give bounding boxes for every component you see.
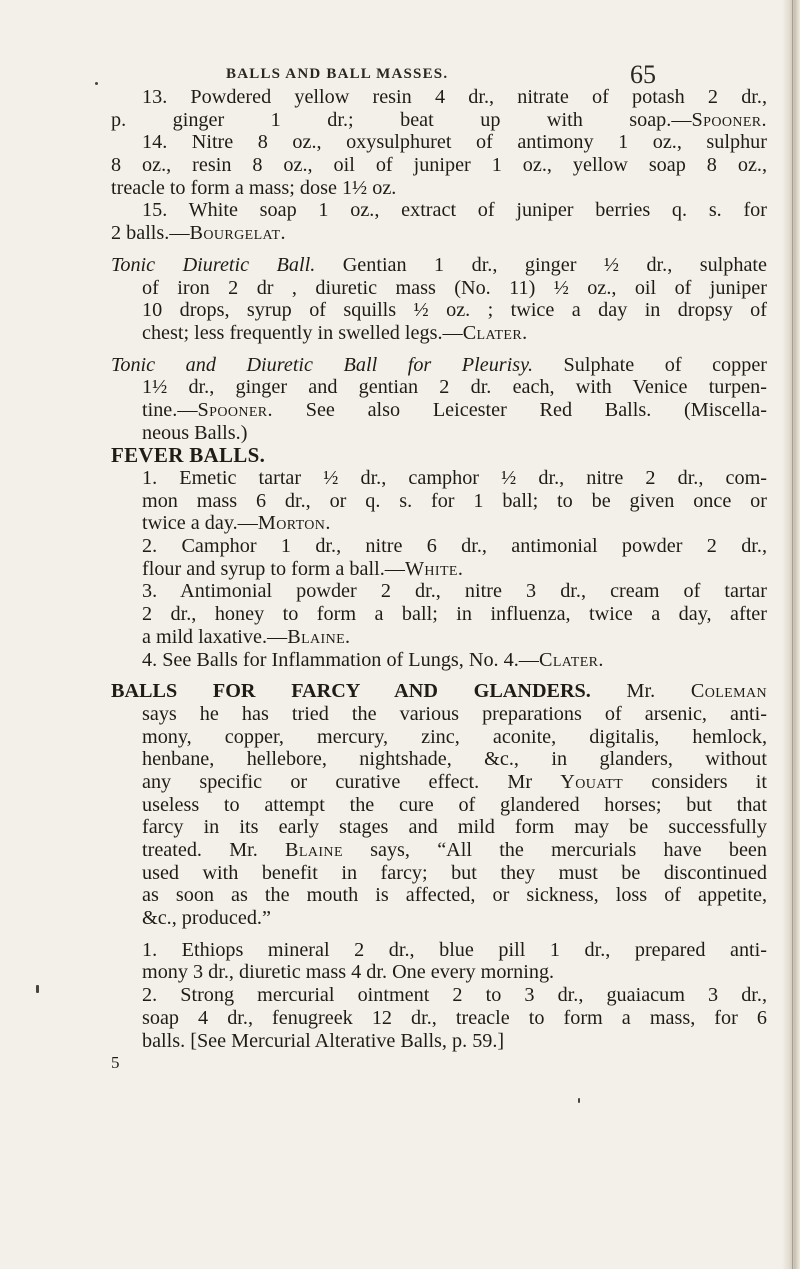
- text-line: soap 4 dr., fenugreek 12 dr., treacle to form a mass, for 6: [142, 1006, 767, 1029]
- text-line: Tonic and Diuretic Ball for Pleurisy. Sulphate of copper: [111, 353, 767, 376]
- author-name: Morton.: [257, 512, 331, 535]
- text-line: as soon as the mouth is affected, or sickness, loss of appetite,: [142, 884, 767, 907]
- text-line: 2. Strong mercurial ointment 2 to 3 dr., guaiacum 3 dr.,: [142, 984, 767, 1007]
- section-heading-fever: FEVER BALLS.: [111, 443, 266, 468]
- text-line: 1. Ethiops mineral 2 dr., blue pill 1 dr., prepared anti-: [142, 938, 767, 961]
- text-line: useless to attempt the cure of glandered horses; but that: [142, 793, 767, 816]
- text-line: 14. Nitre 8 oz., oxysulphuret of antimony 1 oz., sulphur: [142, 131, 767, 154]
- text-line: farcy in its early stages and mild form may be successfully: [142, 816, 767, 839]
- text-line: Tonic Diuretic Ball. Gentian 1 dr., ginger ½ dr., sulphate: [111, 253, 767, 276]
- text-line: chest; less frequently in swelled legs.—Clater.: [142, 321, 528, 344]
- text-line: 2 balls.—Bourgelat.: [111, 222, 286, 245]
- author-name: Blaine.: [287, 625, 351, 648]
- section-title: Tonic Diuretic Ball.: [111, 253, 316, 276]
- text-line: 8 oz., resin 8 oz., oil of juniper 1 oz., yellow soap 8 oz.,: [111, 154, 767, 177]
- text-line: BALLS FOR FARCY AND GLANDERS. Mr. Coleman: [111, 680, 767, 703]
- scan-speck: [36, 985, 39, 993]
- author-name: Clater.: [462, 321, 528, 344]
- text-line: p. ginger 1 dr.; beat up with soap.—Spooner.: [111, 108, 767, 131]
- scan-speck: [95, 82, 98, 85]
- author-name: Youatt: [560, 770, 624, 793]
- text-line: 15. White soap 1 oz., extract of juniper berries q. s. for: [142, 199, 767, 222]
- text-line: 2. Camphor 1 dr., nitre 6 dr., antimonial powder 2 dr.,: [142, 535, 767, 558]
- text-line: flour and syrup to form a ball.—White.: [142, 557, 464, 580]
- text-line: mony, copper, mercury, zinc, aconite, digitalis, hemlock,: [142, 725, 767, 748]
- text-line: 2 dr., honey to form a ball; in influenza, twice a day, after: [142, 603, 767, 626]
- text-line: 4. See Balls for Inflammation of Lungs, No. 4.—Clater.: [142, 648, 604, 671]
- text-line: a mild laxative.—Blaine.: [142, 625, 351, 648]
- text-line: treated. Mr. Blaine says, “All the mercurials have been: [142, 839, 767, 861]
- author-name: Spooner.: [197, 398, 273, 421]
- page-body: [111, 86, 767, 1075]
- text-line: treacle to form a mass; dose 1½ oz.: [111, 176, 397, 199]
- page-number: 65: [630, 60, 656, 89]
- text-line: says he has tried the various preparations of arsenic, anti-: [142, 702, 767, 725]
- page-edge-line: [792, 0, 793, 1269]
- running-head: BALLS AND BALL MASSES.: [226, 66, 449, 82]
- text-line: 3. Antimonial powder 2 dr., nitre 3 dr., cream of tartar: [142, 580, 767, 603]
- page-edge-shadow: [782, 0, 800, 1269]
- text-line: neous Balls.): [142, 421, 248, 444]
- text-line: mony 3 dr., diuretic mass 4 dr. One every morning.: [142, 961, 555, 984]
- text-line: 1½ dr., ginger and gentian 2 dr. each, with Venice turpen-: [142, 376, 767, 399]
- text-line: &c., produced.”: [142, 907, 271, 930]
- author-name: Blaine: [285, 839, 343, 861]
- text-line: tine.—Spooner. See also Leicester Red Balls. (Miscella-: [142, 398, 767, 421]
- text-line: balls. [See Mercurial Alterative Balls, p. 59.]: [142, 1029, 505, 1052]
- text-line: 1. Emetic tartar ½ dr., camphor ½ dr., nitre 2 dr., com-: [142, 467, 767, 489]
- text-line: mon mass 6 dr., or q. s. for 1 ball; to be given once or: [142, 489, 767, 512]
- author-name: Bourgelat.: [189, 222, 286, 245]
- text-line: any specific or curative effect. Mr Youatt considers it: [142, 770, 767, 793]
- signature-mark: 5: [111, 1053, 120, 1073]
- text-line: used with benefit in farcy; but they must be discontinued: [142, 861, 767, 884]
- text-line: 13. Powdered yellow resin 4 dr., nitrate of potash 2 dr.,: [142, 86, 767, 108]
- text-line: henbane, hellebore, nightshade, &c., in glanders, without: [142, 748, 767, 771]
- section-heading-farcy: BALLS FOR FARCY AND GLANDERS.: [111, 680, 591, 703]
- author-name: White.: [404, 557, 464, 580]
- author-name: Coleman: [690, 680, 767, 703]
- author-name: Clater.: [538, 648, 604, 671]
- text-line: of iron 2 dr , diuretic mass (No. 11) ½ oz., oil of juniper: [142, 276, 767, 299]
- scan-speck: [578, 1098, 580, 1103]
- author-name: Spooner.: [691, 108, 767, 131]
- section-title: Tonic and Diuretic Ball for Pleurisy.: [111, 353, 534, 376]
- text-line: twice a day.—Morton.: [142, 512, 331, 535]
- text-line: 10 drops, syrup of squills ½ oz. ; twice a day in dropsy of: [142, 299, 767, 322]
